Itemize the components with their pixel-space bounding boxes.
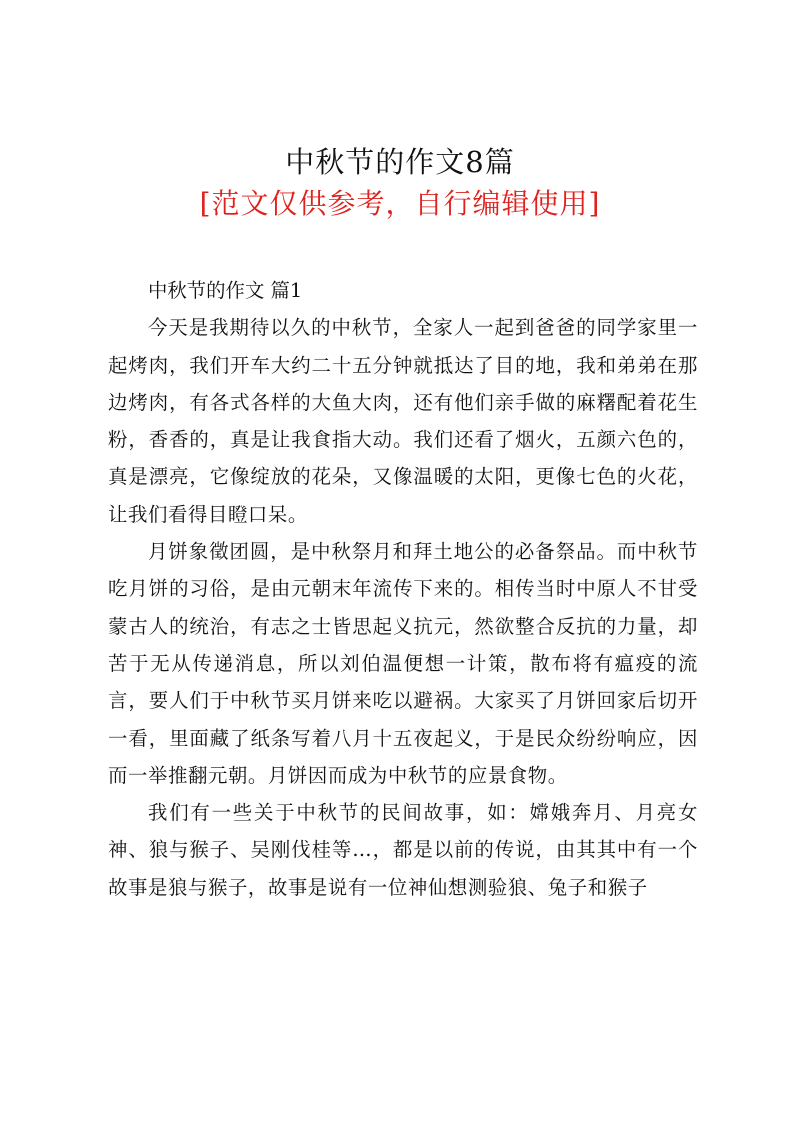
- paragraph-2: 月饼象徵团圆，是中秋祭月和拜土地公的必备祭品。而中秋节吃月饼的习俗，是由元朝末年流传下来的。相传当时中原人不甘受蒙古人的统治，有志之士皆思起义抗元，然欲整合反抗的力量，却苦于无从传递消息，所以刘伯温便想一计策，散布将有瘟疫的流言，要人们于中秋节买月饼来吃以避祸。大家买了月饼回家后切开一看，里面藏了纸条写着八月十五夜起义，于是民众纷纷响应，因而一举推翻元朝。月饼因而成为中秋节的应景食物。: [108, 540, 698, 787]
- document-title: 中秋节的作文8篇: [285, 145, 515, 179]
- section-heading: 中秋节的作文 篇1: [148, 279, 303, 302]
- document-subtitle: [范文仅供参考，自行编辑使用]: [199, 187, 601, 220]
- document-body: [108, 272, 698, 906]
- paragraph-3: 我们有一些关于中秋节的民间故事，如：嫦娥奔月、月亮女神、狼与猴子、吴刚伐桂等…，都是以前的传说，由其其中有一个故事是狼与猴子，故事是说有一位神仙想测验狼、兔子和猴子: [108, 801, 698, 899]
- paragraph-1: 今天是我期待以久的中秋节，全家人一起到爸爸的同学家里一起烤肉，我们开车大约二十五分钟就抵达了目的地，我和弟弟在那边烤肉，有各式各样的大鱼大肉，还有他们亲手做的麻糬配着花生粉，香香的，真是让我食指大动。我们还看了烟火，五颜六色的，真是漂亮，它像绽放的花朵，又像温暖的太阳，更像七色的火花，让我们看得目瞪口呆。: [108, 316, 698, 526]
